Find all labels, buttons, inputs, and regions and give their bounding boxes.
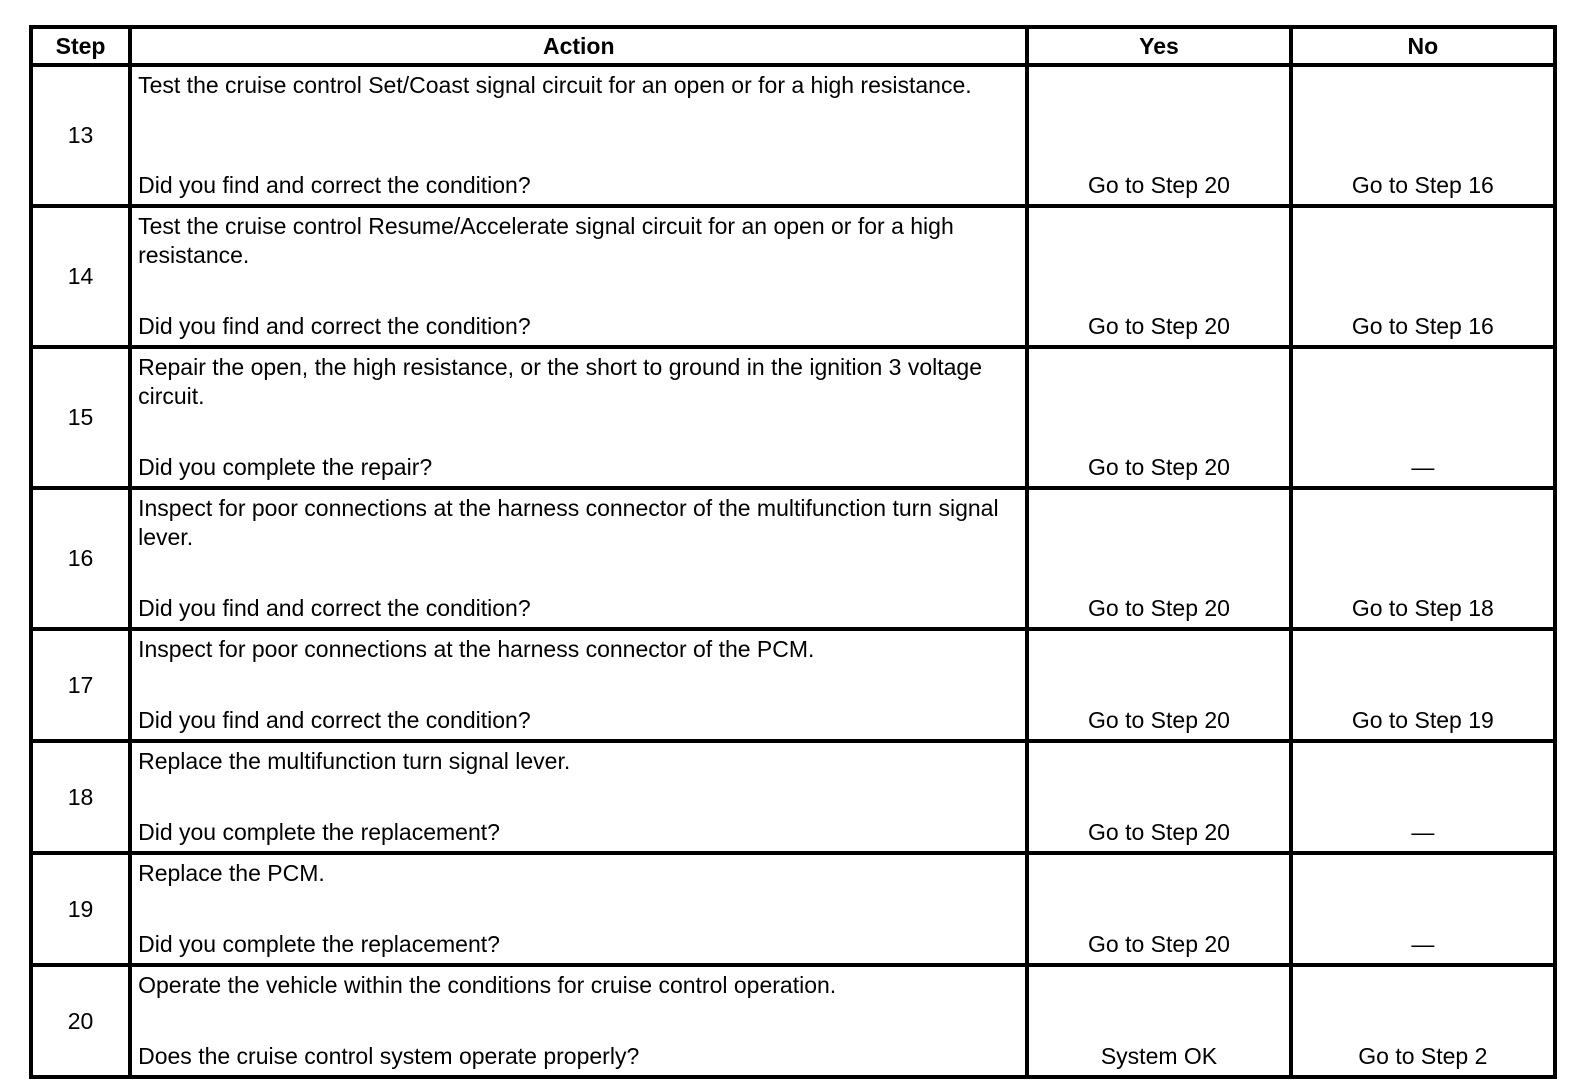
table-row	[31, 206, 1555, 347]
yes-result: Go to Step 20	[1027, 488, 1290, 629]
step-number: 19	[31, 853, 130, 965]
action-instruction: Inspect for poor connections at the harness connector of the PCM.	[138, 636, 815, 662]
action-question: Did you complete the replacement?	[138, 931, 500, 957]
table-row	[31, 347, 1555, 488]
action-cell	[130, 206, 1027, 347]
table-row	[31, 965, 1555, 1077]
table-header-row	[31, 27, 1555, 65]
step-number: 18	[31, 741, 130, 853]
step-number: 16	[31, 488, 130, 629]
no-result: Go to Step 2	[1291, 965, 1555, 1077]
no-result: —	[1291, 347, 1555, 488]
action-instruction: Repair the open, the high resistance, or the short to ground in the ignition 3 voltage circuit.	[138, 354, 982, 409]
yes-result: Go to Step 20	[1027, 853, 1290, 965]
action-cell	[130, 65, 1027, 206]
yes-result: Go to Step 20	[1027, 347, 1290, 488]
action-cell	[130, 853, 1027, 965]
table-row	[31, 65, 1555, 206]
table-row	[31, 853, 1555, 965]
no-result: —	[1291, 741, 1555, 853]
header-no: No	[1291, 27, 1555, 65]
action-question: Did you find and correct the condition?	[138, 595, 531, 621]
yes-result: System OK	[1027, 965, 1290, 1077]
header-yes: Yes	[1027, 27, 1290, 65]
diagnostic-table	[29, 25, 1557, 1079]
action-cell	[130, 629, 1027, 741]
action-cell	[130, 488, 1027, 629]
yes-result: Go to Step 20	[1027, 629, 1290, 741]
step-number: 14	[31, 206, 130, 347]
action-instruction: Replace the multifunction turn signal lever.	[138, 748, 571, 774]
action-cell	[130, 347, 1027, 488]
table-row	[31, 629, 1555, 741]
no-result: —	[1291, 853, 1555, 965]
table-row	[31, 741, 1555, 853]
action-cell	[130, 965, 1027, 1077]
action-instruction: Test the cruise control Set/Coast signal circuit for an open or for a high resistance.	[138, 72, 972, 98]
action-question: Did you complete the replacement?	[138, 819, 500, 845]
action-cell	[130, 741, 1027, 853]
step-number: 15	[31, 347, 130, 488]
action-question: Does the cruise control system operate properly?	[138, 1043, 640, 1069]
no-result: Go to Step 16	[1291, 65, 1555, 206]
action-instruction: Inspect for poor connections at the harness connector of the multifunction turn signal lever.	[138, 495, 999, 550]
table-row	[31, 488, 1555, 629]
no-result: Go to Step 18	[1291, 488, 1555, 629]
step-number: 13	[31, 65, 130, 206]
step-number: 20	[31, 965, 130, 1077]
action-question: Did you find and correct the condition?	[138, 313, 531, 339]
no-result: Go to Step 16	[1291, 206, 1555, 347]
step-number: 17	[31, 629, 130, 741]
action-question: Did you find and correct the condition?	[138, 172, 531, 198]
action-instruction: Replace the PCM.	[138, 860, 325, 886]
header-action: Action	[130, 27, 1027, 65]
no-result: Go to Step 19	[1291, 629, 1555, 741]
action-question: Did you complete the repair?	[138, 454, 433, 480]
action-question: Did you find and correct the condition?	[138, 707, 531, 733]
header-step: Step	[31, 27, 130, 65]
action-instruction: Test the cruise control Resume/Accelerate signal circuit for an open or for a high resistance.	[138, 213, 954, 268]
yes-result: Go to Step 20	[1027, 206, 1290, 347]
yes-result: Go to Step 20	[1027, 741, 1290, 853]
action-instruction: Operate the vehicle within the conditions for cruise control operation.	[138, 972, 837, 998]
yes-result: Go to Step 20	[1027, 65, 1290, 206]
